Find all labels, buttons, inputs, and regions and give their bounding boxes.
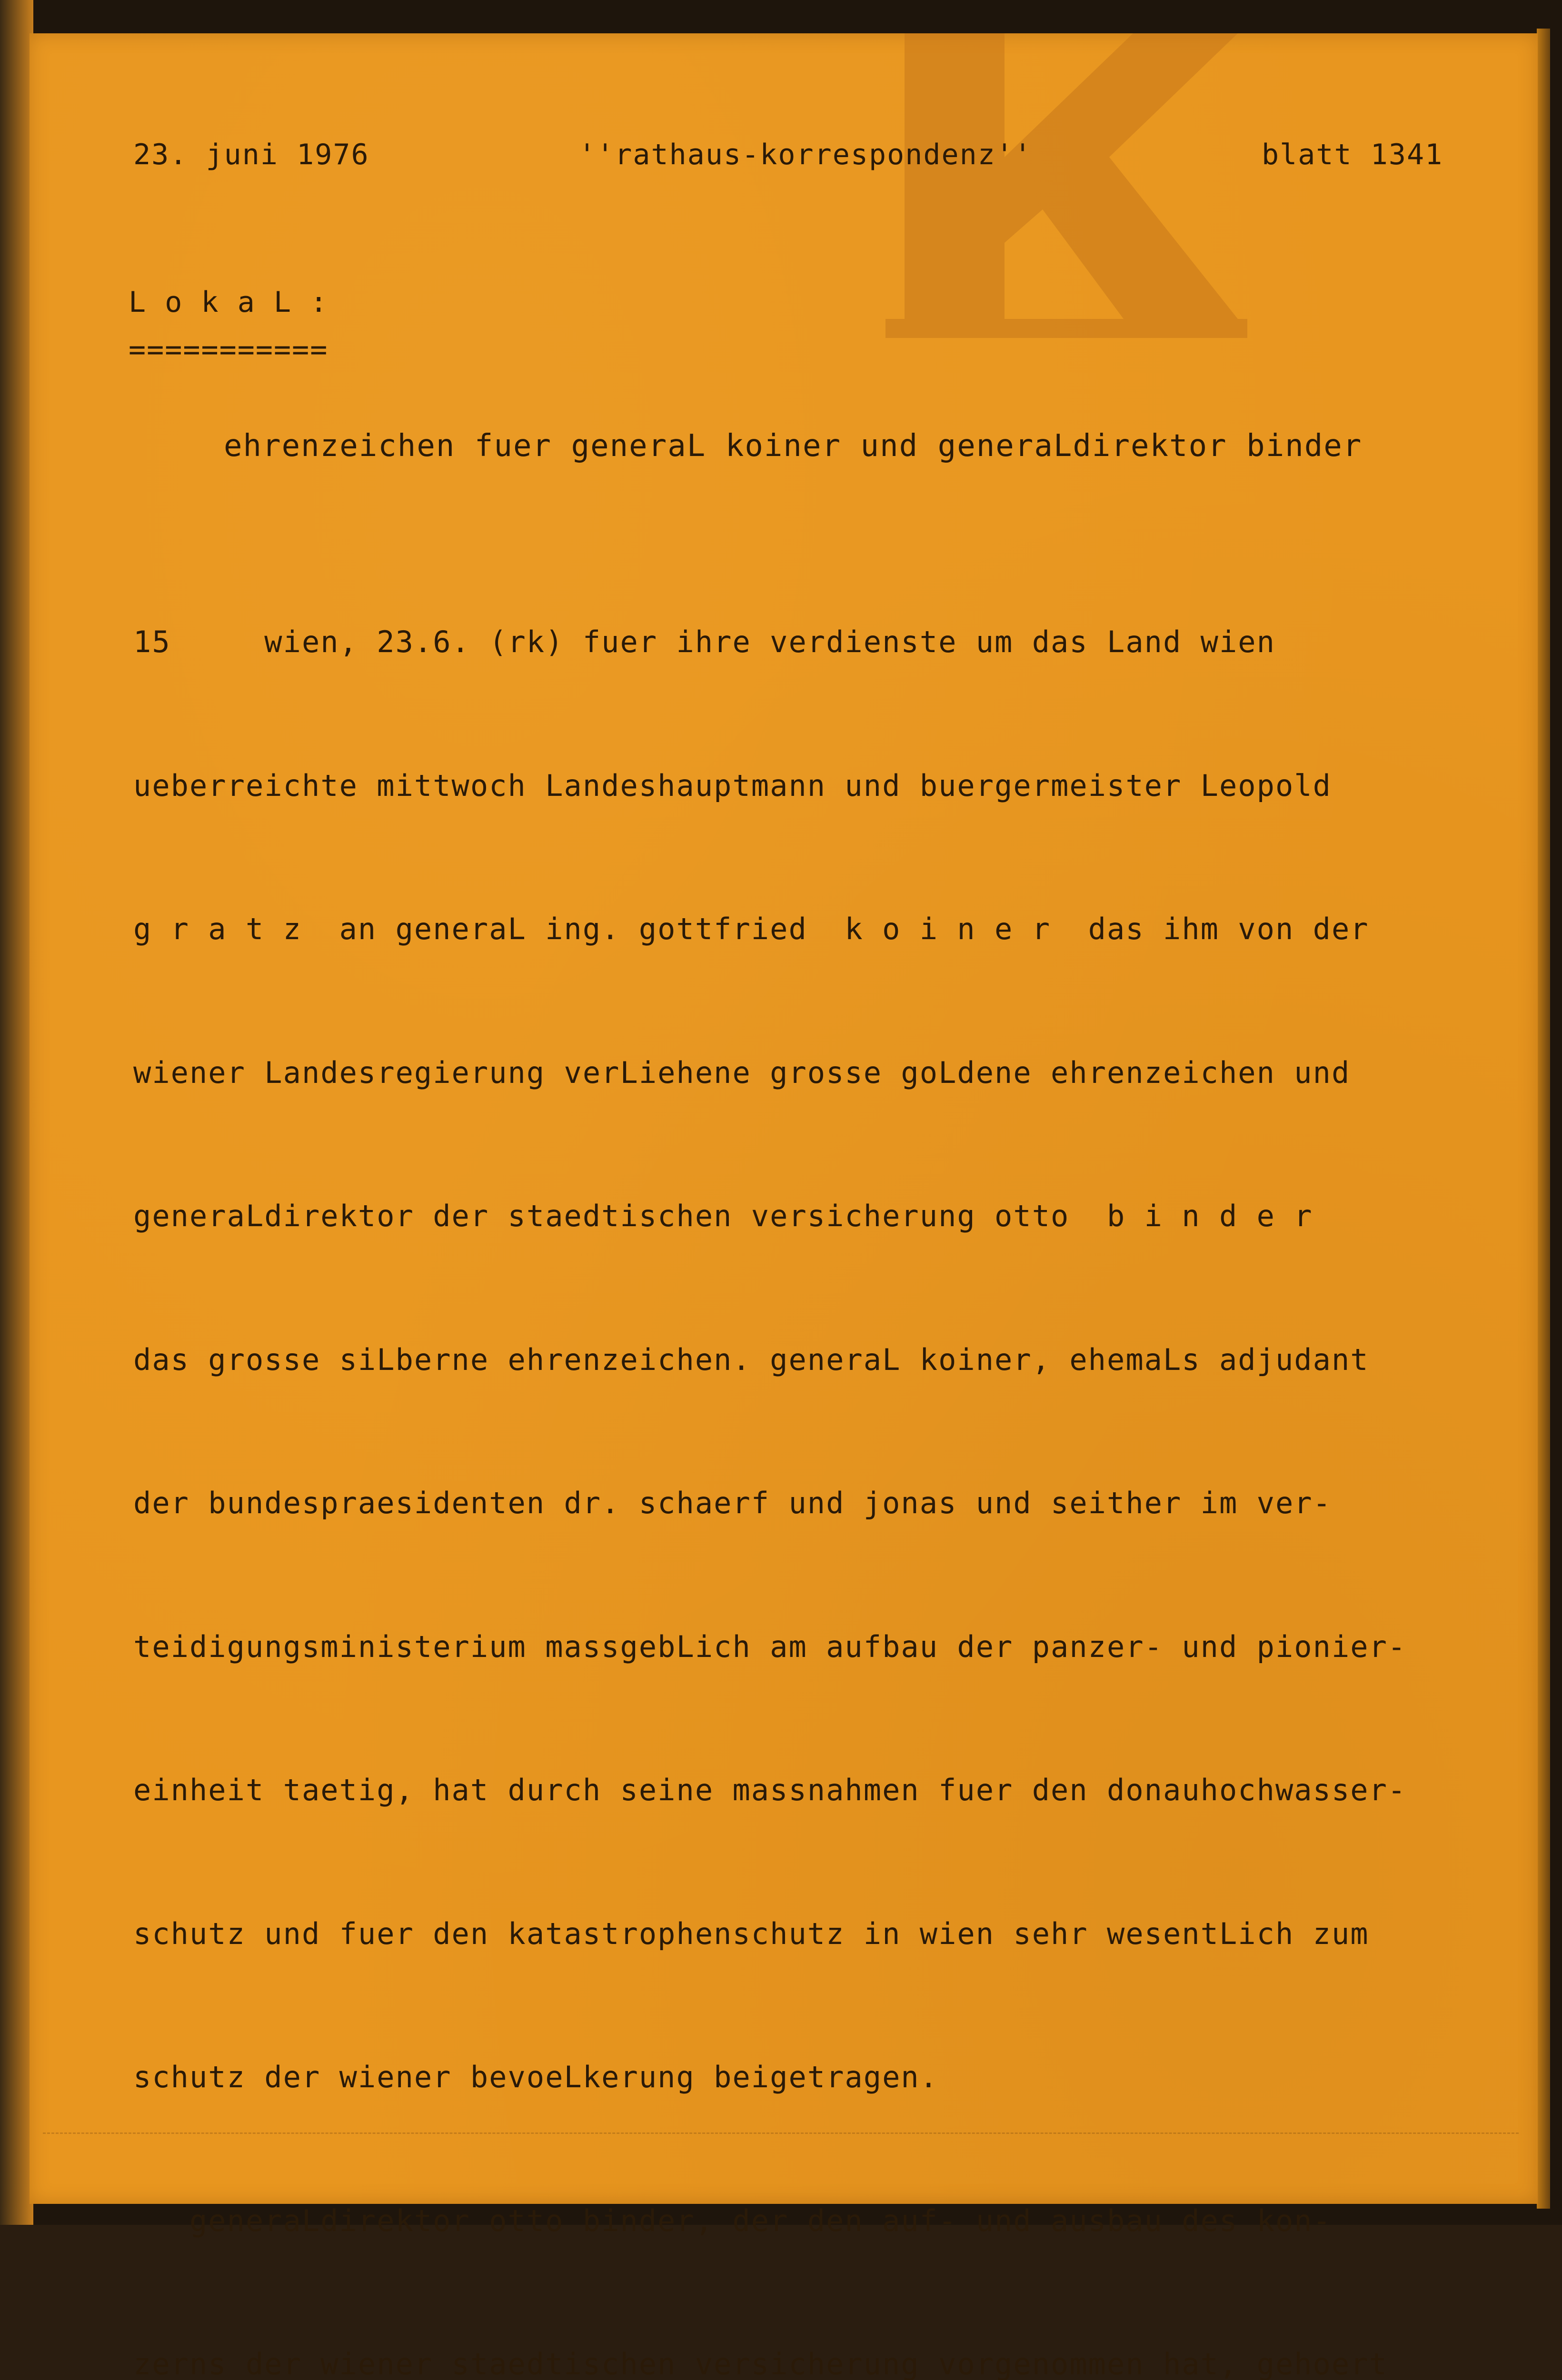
body-line: generaLdirektor der staedtischen versicherung otto b i n d e r	[133, 1199, 1313, 1233]
body-line: schutz und fuer den katastrophenschutz in wien sehr wesentLich zum	[133, 1916, 1369, 1951]
section-rule: ===========	[129, 333, 328, 367]
body-line: einheit taetig, hat durch seine massnahmen fuer den donauhochwasser-	[133, 1773, 1407, 1807]
sheet-edge	[1537, 29, 1550, 2209]
article-body	[133, 523, 1485, 2380]
binding-spine	[0, 0, 33, 2225]
body-line: zerns der wiener staedtischen versicherung vorgenommen hat, gehoert	[133, 2347, 1388, 2380]
body-line: teidigungsministerium massgebLich am aufbau der panzer- und pionier-	[133, 1629, 1407, 1664]
section-label: L o k a L :	[129, 286, 328, 319]
body-line: 15 wien, 23.6. (rk) fuer ihre verdienste um das Land wien	[133, 625, 1275, 659]
body-line: generaLdirektor otto binder, der den auf- und ausbau des kon-	[133, 2203, 1332, 2238]
header-publication: ''rathaus-korrespondenz''	[578, 138, 1033, 171]
header-date: 23. juni 1976	[133, 138, 369, 171]
letter-k-logo-icon	[885, 14, 1247, 357]
body-line: schutz der wiener bevoeLkerung beigetragen.	[133, 2060, 939, 2094]
article-title: ehrenzeichen fuer generaL koiner und generaLdirektor binder	[224, 428, 1363, 464]
body-line: g r a t z an generaL ing. gottfried k o i n e r das ihm von der	[133, 912, 1369, 946]
body-line: das grosse siLberne ehrenzeichen. generaL koiner, ehemaLs adjudant	[133, 1342, 1369, 1377]
perforation-line	[43, 2132, 1519, 2134]
body-line: der bundespraesidenten dr. schaerf und jonas und seither im ver-	[133, 1486, 1332, 1520]
header-sheet-number: blatt 1341	[1262, 138, 1443, 171]
body-line: ueberreichte mittwoch Landeshauptmann und buergermeister Leopold	[133, 768, 1332, 803]
body-line: wiener Landesregierung verLiehene grosse goLdene ehrenzeichen und	[133, 1055, 1351, 1090]
